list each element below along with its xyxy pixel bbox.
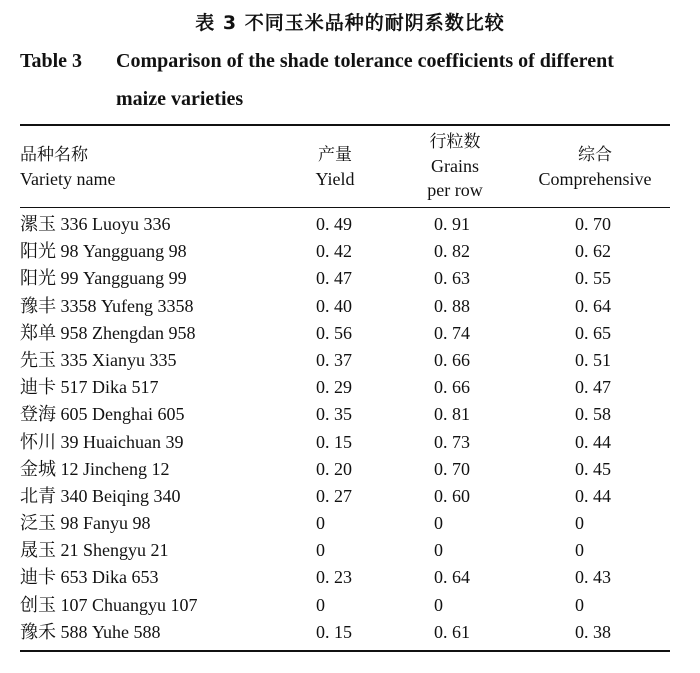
grains-cell: 0. 66	[434, 349, 470, 370]
grains-cell: 0. 81	[434, 404, 470, 425]
comprehensive-cell: 0. 47	[575, 377, 611, 398]
header-comprehensive	[525, 143, 665, 191]
comprehensive-cell: 0	[575, 594, 584, 615]
header-comp-cn: 综合	[578, 145, 612, 165]
grains-cell: 0. 82	[434, 241, 470, 262]
variety-cell: 郑单 958 Zhengdan 958	[20, 322, 196, 343]
table-row	[20, 320, 670, 347]
grains-cell: 0	[434, 540, 443, 561]
header-grains-cn: 行粒数	[429, 132, 481, 152]
grains-cell: 0	[434, 594, 443, 615]
comprehensive-cell: 0. 65	[575, 322, 611, 343]
yield-cell: 0. 37	[316, 349, 352, 370]
variety-cell: 北青 340 Beiqing 340	[20, 485, 181, 506]
comprehensive-cell: 0. 38	[575, 621, 611, 642]
table-row	[20, 564, 670, 591]
header-grains-en-1: Grains	[431, 156, 479, 176]
yield-cell: 0. 40	[316, 295, 352, 316]
yield-cell: 0. 20	[316, 458, 352, 479]
grains-cell: 0. 70	[434, 458, 470, 479]
comprehensive-cell: 0. 64	[575, 295, 611, 316]
comprehensive-cell: 0. 51	[575, 349, 611, 370]
table-row	[20, 211, 670, 238]
comprehensive-cell: 0. 45	[575, 458, 611, 479]
variety-cell: 晟玉 21 Shengyu 21	[20, 540, 169, 561]
grains-cell: 0. 60	[434, 485, 470, 506]
yield-cell: 0. 15	[316, 431, 352, 452]
yield-cell: 0. 15	[316, 621, 352, 642]
comprehensive-cell: 0. 58	[575, 404, 611, 425]
table-row	[20, 537, 670, 564]
grains-cell: 0. 66	[434, 377, 470, 398]
header-yield	[300, 143, 370, 191]
variety-cell: 豫丰 3358 Yufeng 3358	[20, 295, 194, 316]
variety-cell: 阳光 99 Yangguang 99	[20, 268, 187, 289]
table-row	[20, 347, 670, 374]
yield-cell: 0. 49	[316, 214, 352, 234]
yield-cell: 0. 29	[316, 377, 352, 398]
yield-cell: 0. 42	[316, 241, 352, 262]
yield-cell: 0	[316, 513, 325, 534]
variety-cell: 泛玉 98 Fanyu 98	[20, 513, 151, 534]
comprehensive-cell: 0	[575, 513, 584, 534]
variety-cell: 漯玉 336 Luoyu 336	[20, 214, 171, 234]
grains-cell: 0. 73	[434, 431, 470, 452]
grains-cell: 0. 63	[434, 268, 470, 289]
table-row	[20, 401, 670, 428]
table-row	[20, 374, 670, 401]
yield-cell: 0. 27	[316, 485, 352, 506]
grains-cell: 0	[434, 513, 443, 534]
yield-cell: 0. 23	[316, 567, 352, 588]
table-title-english-line2: maize varieties	[116, 88, 244, 110]
header-variety-cn: 品种名称	[20, 145, 88, 165]
variety-cell: 迪卡 517 Dika 517	[20, 377, 159, 398]
variety-cell: 金城 12 Jincheng 12	[20, 458, 170, 479]
table-title-english-text: Comparison of the shade tolerance coefficients of different	[116, 50, 614, 72]
comprehensive-cell: 0. 44	[575, 485, 611, 506]
header-grains-en-2: per row	[427, 180, 483, 200]
table-title-english-line1	[20, 50, 614, 73]
variety-cell: 阳光 98 Yangguang 98	[20, 241, 187, 262]
variety-cell: 豫禾 588 Yuhe 588	[20, 621, 161, 642]
comprehensive-cell: 0. 44	[575, 431, 611, 452]
comprehensive-cell: 0. 62	[575, 241, 611, 262]
yield-cell: 0	[316, 540, 325, 561]
variety-cell: 迪卡 653 Dika 653	[20, 567, 159, 588]
header-grains	[410, 130, 500, 202]
yield-cell: 0. 47	[316, 268, 352, 289]
table-row	[20, 592, 670, 619]
header-variety-en: Variety name	[20, 169, 116, 189]
comprehensive-cell: 0	[575, 540, 584, 561]
table-bottom-rule	[20, 650, 670, 652]
yield-cell: 0	[316, 594, 325, 615]
table-row	[20, 483, 670, 510]
grains-cell: 0. 91	[434, 214, 470, 234]
table-row	[20, 429, 670, 456]
grains-cell: 0. 74	[434, 322, 470, 343]
table-row	[20, 238, 670, 265]
table-row	[20, 619, 670, 646]
table-row	[20, 293, 670, 320]
table-row	[20, 456, 670, 483]
table-body	[20, 211, 670, 646]
comprehensive-cell: 0. 70	[575, 214, 611, 234]
table-top-rule	[20, 124, 670, 126]
yield-cell: 0. 35	[316, 404, 352, 425]
grains-cell: 0. 88	[434, 295, 470, 316]
grains-cell: 0. 64	[434, 567, 470, 588]
table-label: Table 3	[20, 50, 83, 72]
yield-cell: 0. 56	[316, 322, 352, 343]
variety-cell: 怀川 39 Huaichuan 39	[20, 431, 184, 452]
header-comp-en: Comprehensive	[538, 169, 652, 189]
comprehensive-cell: 0. 43	[575, 567, 611, 588]
grains-cell: 0. 61	[434, 621, 470, 642]
header-variety	[20, 143, 115, 191]
variety-cell: 创玉 107 Chuangyu 107	[20, 594, 198, 615]
comprehensive-cell: 0. 55	[575, 268, 611, 289]
table-title-chinese: 表 3 不同玉米品种的耐阴系数比较	[195, 12, 505, 34]
variety-cell: 先玉 335 Xianyu 335	[20, 349, 177, 370]
table-header-rule	[20, 207, 670, 208]
header-yield-cn: 产量	[318, 145, 352, 165]
table-row	[20, 265, 670, 292]
header-yield-en: Yield	[315, 169, 355, 189]
variety-cell: 登海 605 Denghai 605	[20, 404, 185, 425]
table-row	[20, 510, 670, 537]
